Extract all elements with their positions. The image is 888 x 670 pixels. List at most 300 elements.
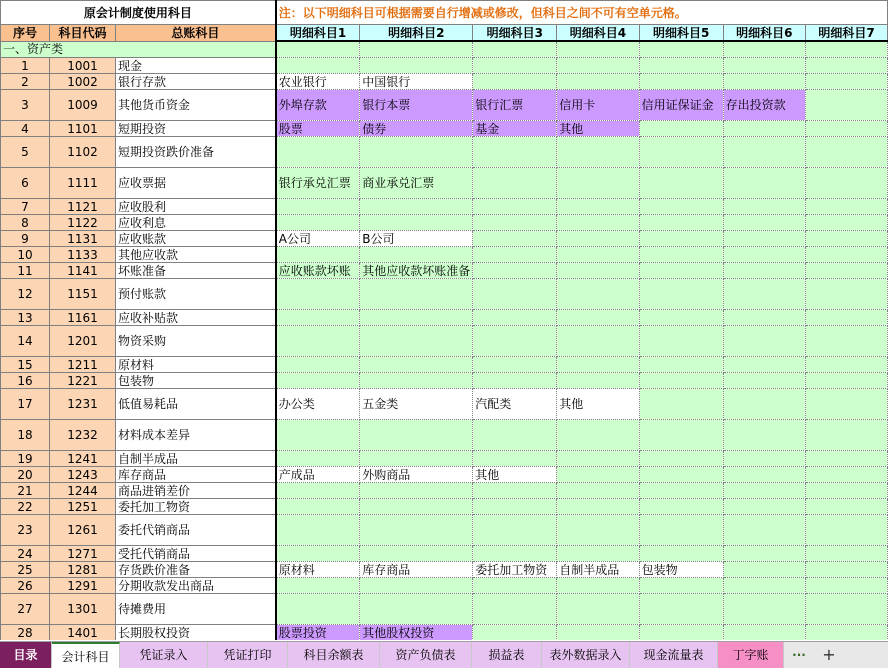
detail-cell[interactable] (473, 578, 557, 594)
detail-cell[interactable] (805, 247, 887, 263)
header-seq[interactable]: 序号 (1, 25, 50, 42)
detail-cell[interactable]: 其他 (557, 389, 639, 420)
row-code[interactable]: 1243 (50, 467, 116, 483)
detail-cell[interactable] (360, 499, 473, 515)
sheet-note[interactable]: 注：以下明细科目可根据需要自行增减或修改，但科目之间不可有空单元格。 (276, 1, 888, 25)
detail-cell[interactable] (805, 451, 887, 467)
detail-cell[interactable] (639, 41, 723, 58)
row-seq[interactable]: 21 (1, 483, 50, 499)
detail-cell[interactable]: 委托加工物资 (473, 562, 557, 578)
detail-cell[interactable] (473, 515, 557, 546)
detail-cell[interactable] (360, 215, 473, 231)
detail-cell[interactable] (805, 231, 887, 247)
row-code[interactable]: 1281 (50, 562, 116, 578)
detail-cell[interactable] (723, 215, 805, 231)
row-account-name[interactable]: 应收票据 (116, 168, 276, 199)
detail-cell[interactable] (276, 137, 360, 168)
detail-cell[interactable] (276, 578, 360, 594)
detail-cell[interactable] (639, 483, 723, 499)
row-seq[interactable]: 28 (1, 625, 50, 641)
detail-cell[interactable] (473, 625, 557, 641)
detail-cell[interactable] (557, 215, 639, 231)
detail-cell[interactable] (473, 310, 557, 326)
detail-cell[interactable]: 商业承兑汇票 (360, 168, 473, 199)
detail-cell[interactable] (557, 625, 639, 641)
detail-cell[interactable] (557, 483, 639, 499)
detail-cell[interactable] (723, 451, 805, 467)
detail-cell[interactable]: 外购商品 (360, 467, 473, 483)
sheet-tab[interactable]: 损益表 (472, 642, 542, 668)
detail-cell[interactable] (473, 499, 557, 515)
detail-cell[interactable] (723, 515, 805, 546)
detail-cell[interactable] (805, 41, 887, 58)
row-account-name[interactable]: 其他货币资金 (116, 90, 276, 121)
detail-cell[interactable] (805, 199, 887, 215)
detail-cell[interactable] (639, 58, 723, 74)
row-code[interactable]: 1211 (50, 357, 116, 373)
row-account-name[interactable]: 应收利息 (116, 215, 276, 231)
header-name[interactable]: 总账科目 (116, 25, 276, 42)
detail-cell[interactable] (557, 499, 639, 515)
row-code[interactable]: 1301 (50, 594, 116, 625)
row-code[interactable]: 1002 (50, 74, 116, 90)
detail-cell[interactable] (639, 546, 723, 562)
row-account-name[interactable]: 短期投资跌价准备 (116, 137, 276, 168)
row-code[interactable]: 1291 (50, 578, 116, 594)
detail-cell[interactable] (360, 310, 473, 326)
detail-cell[interactable] (473, 373, 557, 389)
sheet-tab[interactable]: 资产负债表 (380, 642, 472, 668)
detail-cell[interactable] (805, 168, 887, 199)
detail-cell[interactable] (639, 578, 723, 594)
row-seq[interactable]: 10 (1, 247, 50, 263)
detail-cell[interactable] (639, 263, 723, 279)
detail-cell[interactable] (639, 594, 723, 625)
row-code[interactable]: 1001 (50, 58, 116, 74)
detail-cell[interactable] (723, 499, 805, 515)
row-seq[interactable]: 2 (1, 74, 50, 90)
detail-cell[interactable]: 存出投资款 (723, 90, 805, 121)
detail-cell[interactable] (276, 594, 360, 625)
detail-cell[interactable] (639, 625, 723, 641)
detail-cell[interactable]: 原材料 (276, 562, 360, 578)
row-seq[interactable]: 8 (1, 215, 50, 231)
row-account-name[interactable]: 委托加工物资 (116, 499, 276, 515)
detail-cell[interactable] (276, 499, 360, 515)
detail-cell[interactable] (723, 326, 805, 357)
detail-cell[interactable] (639, 199, 723, 215)
detail-cell[interactable] (276, 58, 360, 74)
detail-cell[interactable]: 应收账款坏账 (276, 263, 360, 279)
detail-cell[interactable] (639, 137, 723, 168)
detail-cell[interactable] (360, 326, 473, 357)
sheet-tab[interactable]: 凭证录入 (120, 642, 208, 668)
row-seq[interactable]: 13 (1, 310, 50, 326)
row-account-name[interactable]: 商品进销差价 (116, 483, 276, 499)
detail-cell[interactable] (805, 467, 887, 483)
detail-cell[interactable] (805, 90, 887, 121)
row-account-name[interactable]: 现金 (116, 58, 276, 74)
detail-cell[interactable]: 包装物 (639, 562, 723, 578)
detail-cell[interactable] (473, 546, 557, 562)
detail-cell[interactable]: 基金 (473, 121, 557, 137)
row-account-name[interactable]: 应收股利 (116, 199, 276, 215)
detail-cell[interactable] (557, 515, 639, 546)
row-code[interactable]: 1401 (50, 625, 116, 641)
row-code[interactable]: 1121 (50, 199, 116, 215)
detail-cell[interactable] (473, 137, 557, 168)
detail-cell[interactable] (557, 310, 639, 326)
row-account-name[interactable]: 低值易耗品 (116, 389, 276, 420)
row-seq[interactable]: 20 (1, 467, 50, 483)
detail-cell[interactable] (639, 215, 723, 231)
detail-cell[interactable] (639, 389, 723, 420)
row-code[interactable]: 1231 (50, 389, 116, 420)
detail-cell[interactable] (723, 625, 805, 641)
detail-cell[interactable] (805, 625, 887, 641)
row-code[interactable]: 1009 (50, 90, 116, 121)
detail-cell[interactable] (639, 499, 723, 515)
header-detail-2[interactable]: 明细科目2 (360, 25, 473, 42)
detail-cell[interactable] (805, 357, 887, 373)
row-account-name[interactable]: 其他应收款 (116, 247, 276, 263)
row-seq[interactable]: 14 (1, 326, 50, 357)
row-seq[interactable]: 26 (1, 578, 50, 594)
detail-cell[interactable]: 农业银行 (276, 74, 360, 90)
detail-cell[interactable] (723, 168, 805, 199)
detail-cell[interactable]: 银行汇票 (473, 90, 557, 121)
detail-cell[interactable] (723, 310, 805, 326)
detail-cell[interactable] (557, 168, 639, 199)
row-code[interactable]: 1131 (50, 231, 116, 247)
detail-cell[interactable]: 信用证保证金 (639, 90, 723, 121)
detail-cell[interactable] (723, 578, 805, 594)
detail-cell[interactable] (639, 121, 723, 137)
detail-cell[interactable] (639, 279, 723, 310)
row-account-name[interactable]: 预付账款 (116, 279, 276, 310)
detail-cell[interactable] (639, 515, 723, 546)
more-tabs-icon[interactable]: ··· (792, 648, 806, 662)
detail-cell[interactable] (639, 467, 723, 483)
detail-cell[interactable] (276, 41, 360, 58)
row-code[interactable]: 1111 (50, 168, 116, 199)
detail-cell[interactable] (805, 389, 887, 420)
detail-cell[interactable] (276, 215, 360, 231)
row-seq[interactable]: 7 (1, 199, 50, 215)
row-code[interactable]: 1232 (50, 420, 116, 451)
detail-cell[interactable] (473, 231, 557, 247)
sheet-tab[interactable]: 会计科目 (52, 642, 120, 668)
detail-cell[interactable] (557, 199, 639, 215)
detail-cell[interactable] (557, 58, 639, 74)
detail-cell[interactable] (805, 499, 887, 515)
row-seq[interactable]: 19 (1, 451, 50, 467)
detail-cell[interactable] (557, 74, 639, 90)
detail-cell[interactable] (473, 263, 557, 279)
detail-cell[interactable] (805, 515, 887, 546)
detail-cell[interactable]: 中国银行 (360, 74, 473, 90)
row-seq[interactable]: 22 (1, 499, 50, 515)
detail-cell[interactable] (639, 420, 723, 451)
header-detail-5[interactable]: 明细科目5 (639, 25, 723, 42)
row-seq[interactable]: 9 (1, 231, 50, 247)
detail-cell[interactable] (360, 578, 473, 594)
detail-cell[interactable] (723, 41, 805, 58)
detail-cell[interactable] (805, 279, 887, 310)
sheet-tab[interactable]: 目录 (0, 642, 52, 668)
detail-cell[interactable] (805, 562, 887, 578)
row-code[interactable]: 1251 (50, 499, 116, 515)
row-seq[interactable]: 15 (1, 357, 50, 373)
detail-cell[interactable]: 库存商品 (360, 562, 473, 578)
row-seq[interactable]: 11 (1, 263, 50, 279)
detail-cell[interactable]: 办公类 (276, 389, 360, 420)
detail-cell[interactable] (276, 373, 360, 389)
row-code[interactable]: 1133 (50, 247, 116, 263)
detail-cell[interactable] (723, 247, 805, 263)
detail-cell[interactable] (805, 58, 887, 74)
detail-cell[interactable] (723, 137, 805, 168)
row-seq[interactable]: 6 (1, 168, 50, 199)
sheet-tab[interactable]: 现金流量表 (630, 642, 718, 668)
detail-cell[interactable] (723, 74, 805, 90)
row-code[interactable]: 1101 (50, 121, 116, 137)
detail-cell[interactable] (557, 247, 639, 263)
detail-cell[interactable] (557, 357, 639, 373)
detail-cell[interactable]: 其他股权投资 (360, 625, 473, 641)
header-detail-7[interactable]: 明细科目7 (805, 25, 887, 42)
sheet-tab[interactable]: 丁字账 (718, 642, 784, 668)
row-account-name[interactable]: 长期股权投资 (116, 625, 276, 641)
detail-cell[interactable] (639, 310, 723, 326)
detail-cell[interactable] (723, 594, 805, 625)
detail-cell[interactable] (276, 326, 360, 357)
row-seq[interactable]: 23 (1, 515, 50, 546)
detail-cell[interactable] (557, 279, 639, 310)
detail-cell[interactable] (473, 74, 557, 90)
detail-cell[interactable] (276, 451, 360, 467)
detail-cell[interactable] (723, 562, 805, 578)
detail-cell[interactable] (639, 74, 723, 90)
detail-cell[interactable] (360, 41, 473, 58)
detail-cell[interactable] (557, 373, 639, 389)
row-code[interactable]: 1241 (50, 451, 116, 467)
detail-cell[interactable] (557, 594, 639, 625)
detail-cell[interactable] (276, 279, 360, 310)
detail-cell[interactable]: A公司 (276, 231, 360, 247)
detail-cell[interactable]: 信用卡 (557, 90, 639, 121)
row-code[interactable]: 1102 (50, 137, 116, 168)
detail-cell[interactable] (276, 357, 360, 373)
row-account-name[interactable]: 库存商品 (116, 467, 276, 483)
detail-cell[interactable]: 其他 (557, 121, 639, 137)
detail-cell[interactable] (557, 578, 639, 594)
row-seq[interactable]: 24 (1, 546, 50, 562)
detail-cell[interactable] (805, 373, 887, 389)
detail-cell[interactable] (639, 326, 723, 357)
detail-cell[interactable] (360, 546, 473, 562)
detail-cell[interactable] (557, 451, 639, 467)
detail-cell[interactable] (276, 483, 360, 499)
row-seq[interactable]: 25 (1, 562, 50, 578)
detail-cell[interactable] (805, 74, 887, 90)
detail-cell[interactable] (276, 310, 360, 326)
detail-cell[interactable] (360, 137, 473, 168)
header-detail-6[interactable]: 明细科目6 (723, 25, 805, 42)
row-account-name[interactable]: 自制半成品 (116, 451, 276, 467)
detail-cell[interactable]: 其他 (473, 467, 557, 483)
detail-cell[interactable] (805, 137, 887, 168)
detail-cell[interactable] (805, 546, 887, 562)
row-account-name[interactable]: 银行存款 (116, 74, 276, 90)
detail-cell[interactable] (473, 247, 557, 263)
row-account-name[interactable]: 存货跌价准备 (116, 562, 276, 578)
sheet-title[interactable]: 原会计制度使用科目 (1, 1, 276, 25)
row-account-name[interactable]: 包装物 (116, 373, 276, 389)
detail-cell[interactable] (805, 215, 887, 231)
row-seq[interactable]: 1 (1, 58, 50, 74)
detail-cell[interactable] (805, 263, 887, 279)
row-code[interactable]: 1122 (50, 215, 116, 231)
row-seq[interactable]: 17 (1, 389, 50, 420)
row-code[interactable]: 1271 (50, 546, 116, 562)
detail-cell[interactable] (723, 483, 805, 499)
detail-cell[interactable] (639, 451, 723, 467)
row-account-name[interactable]: 委托代销商品 (116, 515, 276, 546)
row-code[interactable]: 1244 (50, 483, 116, 499)
row-account-name[interactable]: 待摊费用 (116, 594, 276, 625)
detail-cell[interactable] (360, 247, 473, 263)
row-code[interactable]: 1161 (50, 310, 116, 326)
detail-cell[interactable] (723, 373, 805, 389)
detail-cell[interactable] (723, 231, 805, 247)
detail-cell[interactable] (805, 310, 887, 326)
detail-cell[interactable]: 股票 (276, 121, 360, 137)
detail-cell[interactable] (360, 373, 473, 389)
detail-cell[interactable] (805, 326, 887, 357)
detail-cell[interactable] (473, 215, 557, 231)
header-detail-4[interactable]: 明细科目4 (557, 25, 639, 42)
header-code[interactable]: 科目代码 (50, 25, 116, 42)
detail-cell[interactable] (723, 58, 805, 74)
row-account-name[interactable]: 坏账准备 (116, 263, 276, 279)
add-sheet-icon[interactable]: + (822, 645, 836, 664)
detail-cell[interactable] (557, 231, 639, 247)
header-detail-3[interactable]: 明细科目3 (473, 25, 557, 42)
detail-cell[interactable] (557, 420, 639, 451)
detail-cell[interactable] (557, 137, 639, 168)
detail-cell[interactable] (473, 594, 557, 625)
detail-cell[interactable] (723, 467, 805, 483)
detail-cell[interactable]: 股票投资 (276, 625, 360, 641)
row-account-name[interactable]: 应收账款 (116, 231, 276, 247)
detail-cell[interactable] (473, 326, 557, 357)
detail-cell[interactable] (723, 546, 805, 562)
detail-cell[interactable]: 五金类 (360, 389, 473, 420)
detail-cell[interactable] (639, 231, 723, 247)
detail-cell[interactable]: 产成品 (276, 467, 360, 483)
detail-cell[interactable] (557, 41, 639, 58)
detail-cell[interactable] (276, 247, 360, 263)
detail-cell[interactable] (557, 326, 639, 357)
row-seq[interactable]: 4 (1, 121, 50, 137)
detail-cell[interactable] (805, 483, 887, 499)
row-seq[interactable]: 3 (1, 90, 50, 121)
detail-cell[interactable] (557, 467, 639, 483)
detail-cell[interactable] (473, 279, 557, 310)
detail-cell[interactable] (276, 199, 360, 215)
detail-cell[interactable] (276, 515, 360, 546)
sheet-tab[interactable]: 凭证打印 (208, 642, 288, 668)
detail-cell[interactable]: 银行承兑汇票 (276, 168, 360, 199)
detail-cell[interactable] (360, 279, 473, 310)
detail-cell[interactable] (639, 247, 723, 263)
detail-cell[interactable] (360, 420, 473, 451)
detail-cell[interactable] (723, 420, 805, 451)
detail-cell[interactable] (360, 594, 473, 625)
row-account-name[interactable]: 分期收款发出商品 (116, 578, 276, 594)
detail-cell[interactable] (360, 451, 473, 467)
row-seq[interactable]: 5 (1, 137, 50, 168)
sheet-tab[interactable]: 科目余额表 (288, 642, 380, 668)
row-seq[interactable]: 27 (1, 594, 50, 625)
detail-cell[interactable] (473, 451, 557, 467)
detail-cell[interactable] (473, 41, 557, 58)
detail-cell[interactable]: 汽配类 (473, 389, 557, 420)
detail-cell[interactable] (639, 357, 723, 373)
detail-cell[interactable] (723, 357, 805, 373)
detail-cell[interactable] (473, 483, 557, 499)
detail-cell[interactable] (805, 578, 887, 594)
detail-cell[interactable] (360, 483, 473, 499)
row-account-name[interactable]: 原材料 (116, 357, 276, 373)
detail-cell[interactable] (473, 199, 557, 215)
detail-cell[interactable] (723, 199, 805, 215)
detail-cell[interactable] (276, 546, 360, 562)
detail-cell[interactable] (557, 546, 639, 562)
detail-cell[interactable] (360, 357, 473, 373)
detail-cell[interactable]: B公司 (360, 231, 473, 247)
header-detail-1[interactable]: 明细科目1 (276, 25, 360, 42)
detail-cell[interactable] (723, 389, 805, 420)
sheet-tab[interactable]: 表外数据录入 (542, 642, 630, 668)
detail-cell[interactable] (360, 199, 473, 215)
section-label[interactable]: 一、资产类 (1, 41, 276, 58)
detail-cell[interactable]: 外埠存款 (276, 90, 360, 121)
detail-cell[interactable] (360, 58, 473, 74)
row-code[interactable]: 1151 (50, 279, 116, 310)
detail-cell[interactable] (557, 263, 639, 279)
row-seq[interactable]: 18 (1, 420, 50, 451)
row-seq[interactable]: 16 (1, 373, 50, 389)
row-code[interactable]: 1221 (50, 373, 116, 389)
detail-cell[interactable] (473, 357, 557, 373)
row-account-name[interactable]: 材料成本差异 (116, 420, 276, 451)
detail-cell[interactable] (276, 420, 360, 451)
detail-cell[interactable] (805, 121, 887, 137)
row-seq[interactable]: 12 (1, 279, 50, 310)
row-code[interactable]: 1201 (50, 326, 116, 357)
detail-cell[interactable] (723, 279, 805, 310)
row-account-name[interactable]: 应收补贴款 (116, 310, 276, 326)
row-account-name[interactable]: 物资采购 (116, 326, 276, 357)
row-account-name[interactable]: 短期投资 (116, 121, 276, 137)
detail-cell[interactable]: 债券 (360, 121, 473, 137)
detail-cell[interactable] (473, 420, 557, 451)
row-code[interactable]: 1141 (50, 263, 116, 279)
detail-cell[interactable] (639, 373, 723, 389)
detail-cell[interactable] (473, 168, 557, 199)
